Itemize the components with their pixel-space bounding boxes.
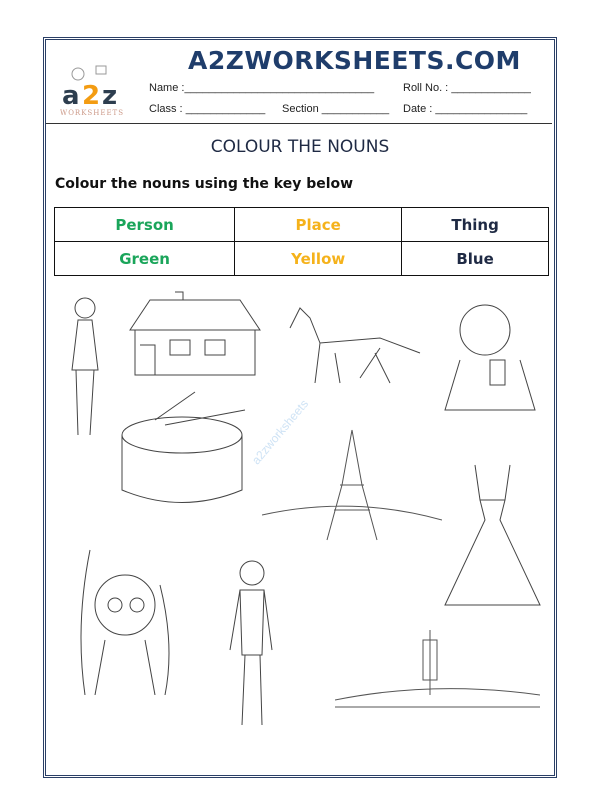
key-person: Person: [55, 208, 235, 242]
statue-of-unity-image: [335, 625, 540, 710]
a2z-logo: [58, 62, 136, 118]
dress-image: [440, 460, 545, 610]
section-field[interactable]: ___________: [321, 103, 390, 115]
girl-standing-image: [60, 290, 110, 440]
name-label: Name :: [149, 82, 185, 94]
boy-drinking-image: [440, 290, 540, 415]
svg-text:WORKSHEETS: WORKSHEETS: [60, 109, 125, 117]
horse-image: [280, 298, 430, 388]
key-place: Place: [235, 208, 402, 242]
roll-label: Roll No. :: [403, 82, 449, 94]
svg-text:z: z: [102, 81, 118, 111]
date-label: Date :: [403, 103, 433, 115]
key-blue: Blue: [402, 242, 549, 276]
house-image: [125, 290, 265, 380]
svg-text:a: a: [62, 81, 80, 111]
key-yellow: Yellow: [235, 242, 402, 276]
header-divider: [46, 123, 552, 124]
date-field[interactable]: _______________: [435, 103, 528, 115]
svg-text:2: 2: [82, 81, 101, 111]
man-standing-image: [220, 555, 280, 730]
roll-field[interactable]: _____________: [451, 82, 531, 94]
watermark: a2zworksheets: [248, 396, 312, 468]
worksheet-title: COLOUR THE NOUNS: [210, 137, 390, 157]
woman-glasses-image: [65, 545, 185, 695]
colour-key-table: [54, 207, 549, 276]
eiffel-tower-image: [262, 425, 442, 550]
key-green: Green: [55, 242, 235, 276]
section-label: Section: [282, 103, 319, 115]
drum-image: [115, 390, 250, 510]
class-field[interactable]: _____________: [185, 103, 266, 115]
instruction: Colour the nouns using the key below: [55, 176, 354, 192]
key-thing: Thing: [402, 208, 549, 242]
site-title: A2ZWORKSHEETS.COM: [188, 46, 521, 75]
name-field[interactable]: _______________________________: [184, 82, 375, 94]
class-label: Class :: [149, 103, 183, 115]
